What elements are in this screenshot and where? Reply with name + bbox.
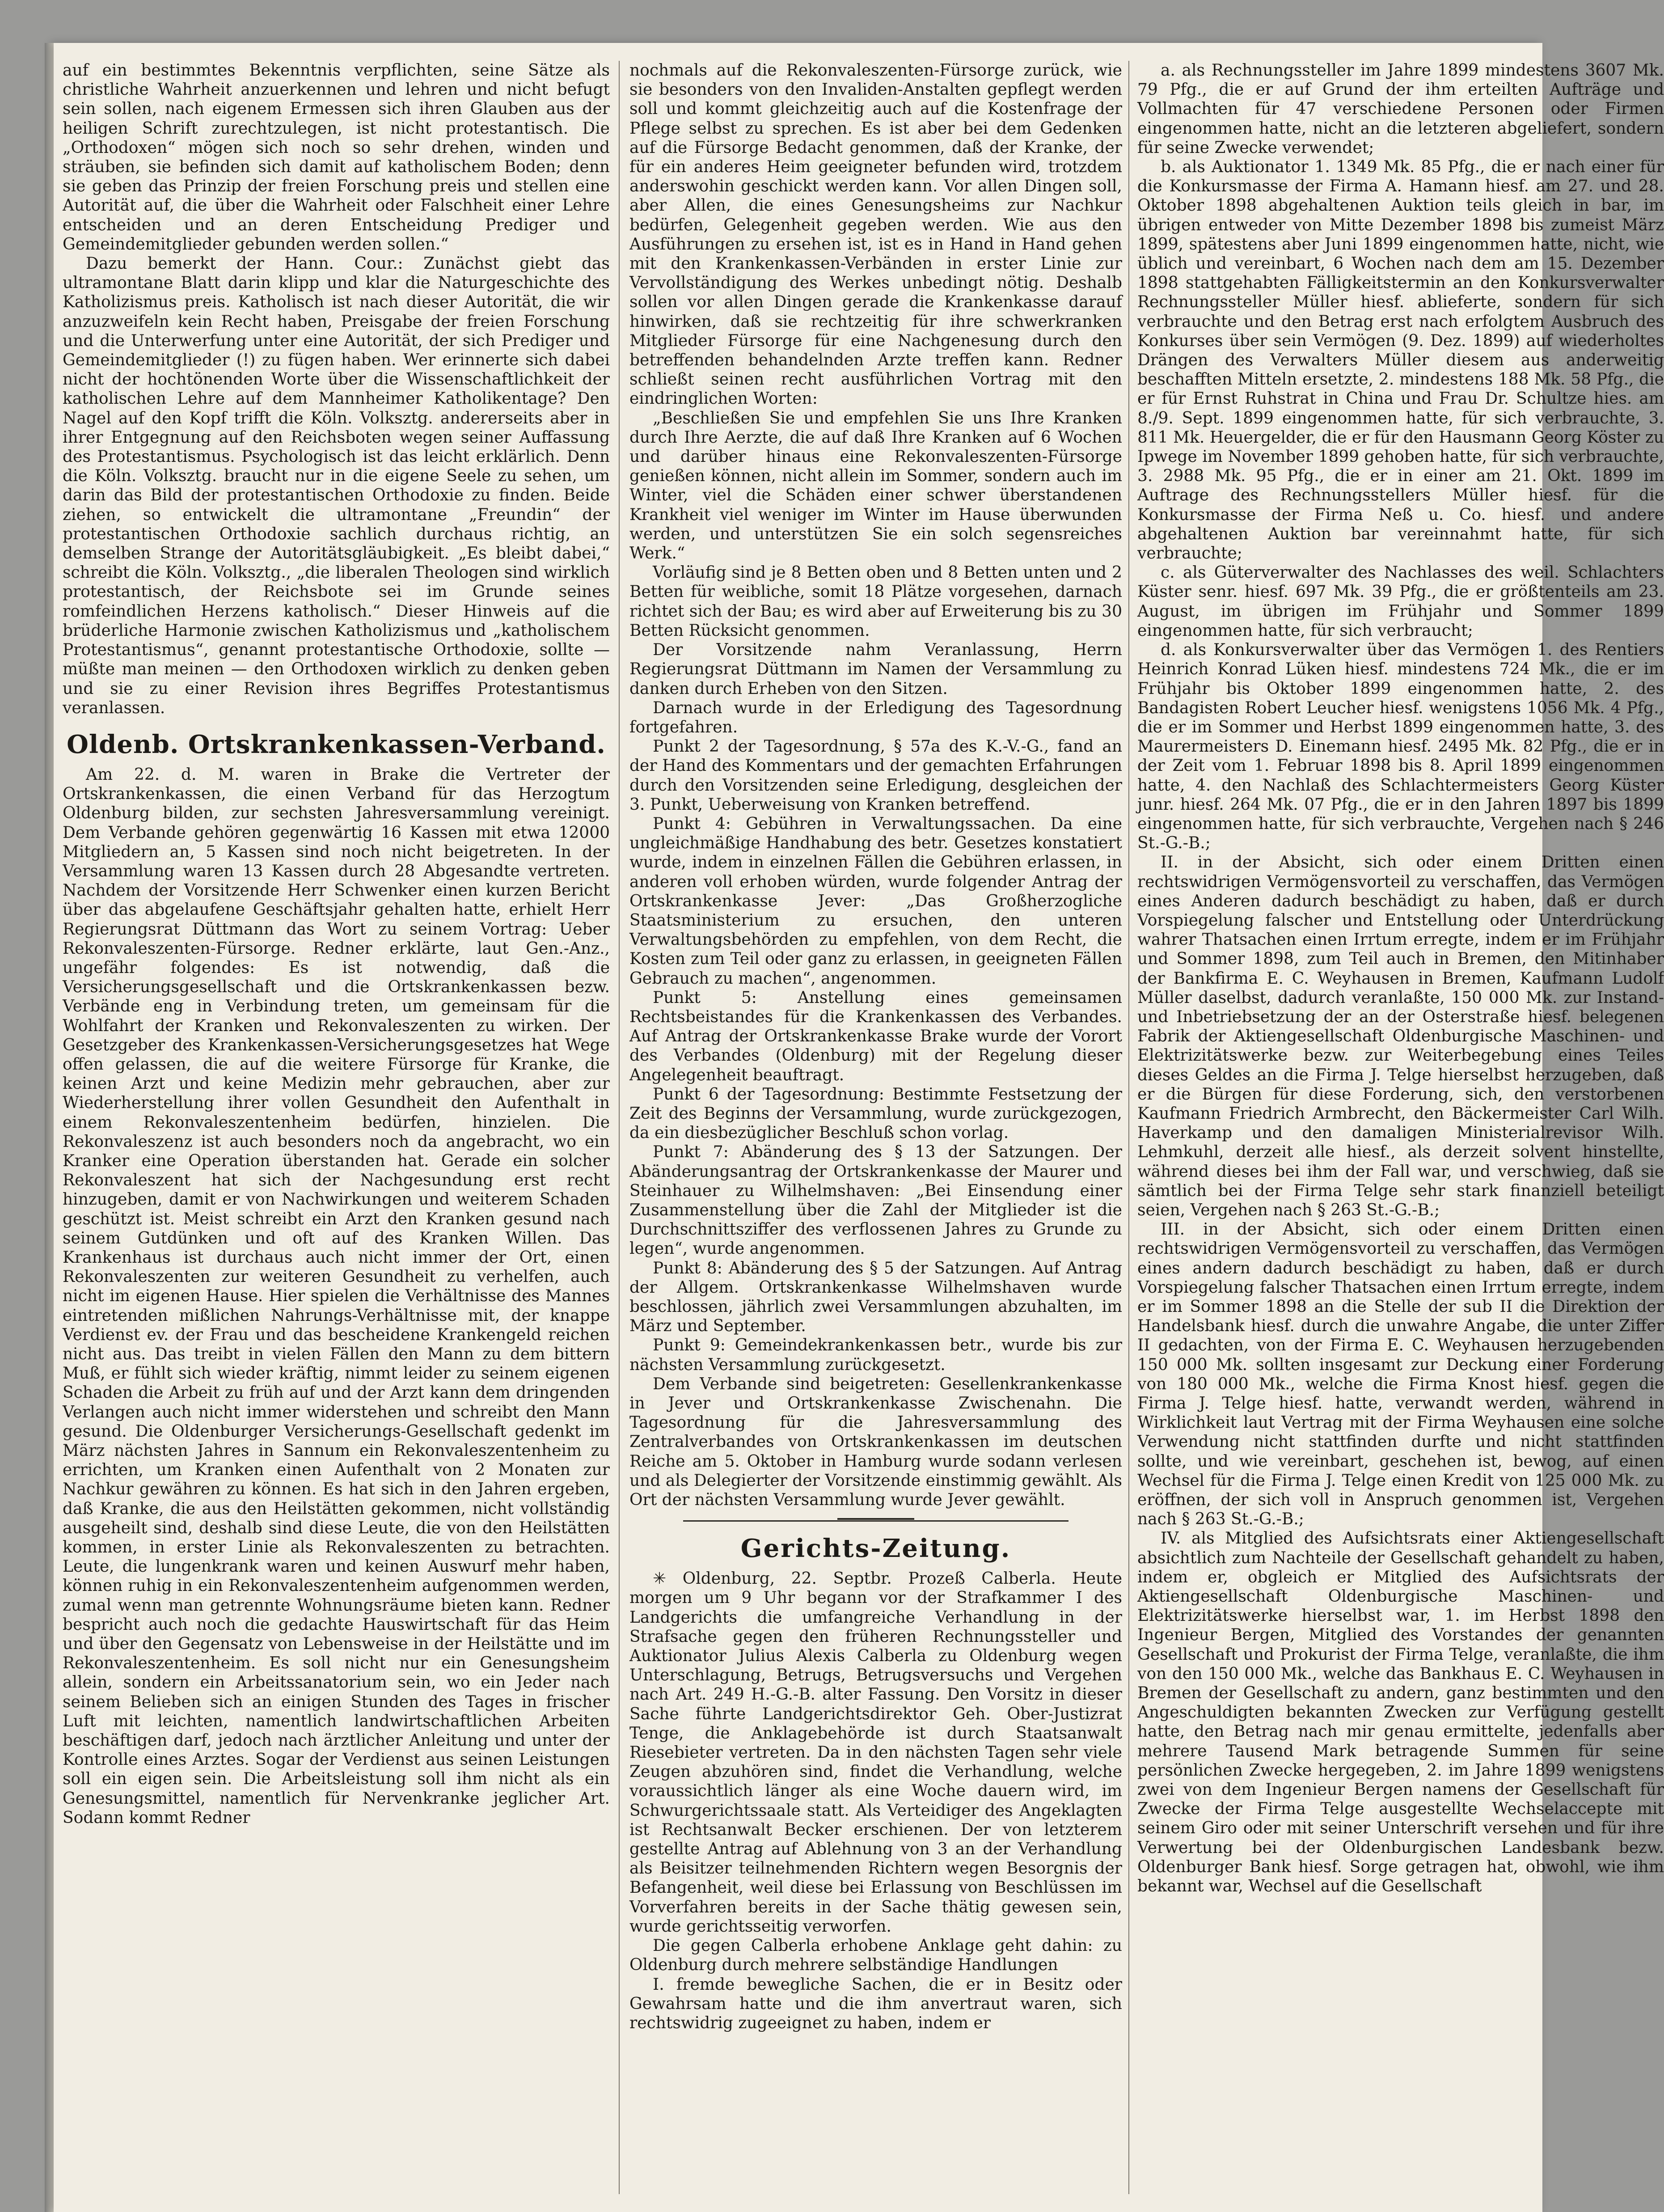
- paragraph: Punkt 6 der Tagesordnung: Bestimmte Festsetzung der Zeit des Beginns der Versammlung, wurde zurückgezogen, da ein diesbezüglicher Beschluß schon vorlag.: [629, 1085, 1122, 1142]
- paragraph: II. in der Absicht, sich oder einem Dritten einen rechtswidrigen Vermögensvorteil zu verschaffen, das Vermögen eines Anderen dadurch beschädigt zu haben, daß er durch Vorspiegelung falscher und Entstellung oder Unterdrückung wahrer Thatsachen einen Irrtum erregte, indem er im Frühjahr und Sommer 1898, zum Teil auch in Bremen, den Mitinhaber der Bankfirma E. C. Weyhausen in Bremen, Kaufmann Ludolf Müller daselbst, dadurch veranlaßte, 150 000 Mk. zur Instand- und Inbetriebsetzung der an der Osterstraße hiesf. belegenen Fabrik der Aktiengesellschaft Oldenburgische Maschinen- und Elektrizitätswerke bezw. zur Weiterbegebung eines Teiles dieses Geldes an die Firma J. Telge hierselbst herzugeben, daß er die Bürgen für diese Forderung, sich, den verstorbenen Kaufmann Friedrich Armbrecht, den Bäckermeister Carl Wilh. Haverkamp und den damaligen Ministerialrevisor Wilh. Lehmkuhl, derzeit alle hiesf., als derzeit solvent hinstellte, während dieses bei ihm der Fall war, und verschwieg, daß sie sämtlich bei der Firma Telge sehr stark finanziell beteiligt seien, Vergehen nach § 263 St.-G.-B.;: [1137, 853, 1664, 1219]
- paragraph: nochmals auf die Rekonvaleszenten-Fürsorge zurück, wie sie besonders von den Invaliden-Anstalten gepflegt werden soll und kommt gleichzeitig auch auf die Kostenfrage der Pflege selbst zu sprechen. Es ist aber bei dem Gedenken auf die Fürsorge Bedacht genommen, daß der Kranke, der für ein anderes Heim geeigneter befunden wird, trotzdem anderswohin geschickt werden kann. Vor allen Dingen soll, aber Allen, die eines Genesungsheims zur Nachkur bedürfen, Gelegenheit gegeben werden. Wie aus den Ausführungen zu ersehen ist, ist es in Hand in Hand gehen mit den Krankenkassen-Verbänden in erster Linie zur Vervollständigung des Werkes unbedingt nötig. Deshalb sollen vor allen Dingen gerade die Krankenkasse darauf hinwirken, daß sie rechtzeitig für ihre schwerkranken Mitglieder Fürsorge für eine Nachgenesung durch den betreffenden behandelnden Arzte treffen kann. Redner schließt seinen recht ausführlichen Vortrag mit den eindringlichen Worten:: [629, 61, 1122, 408]
- column-1: [63, 61, 610, 2196]
- paragraph: Punkt 8: Abänderung des § 5 der Satzungen. Auf Antrag der Allgem. Ortskrankenkasse Wilhelmshaven wurde beschlossen, jährlich zwei Versammlungen abzuhalten, im März und September.: [629, 1259, 1122, 1336]
- paragraph: c. als Güterverwalter des Nachlasses des weil. Schlachters Küster senr. hiesf. 697 Mk. 39 Pfg., die er größtenteils am 23. August, im übrigen im Frühjahr und Sommer 1899 eingenommen hatte, für sich verbraucht;: [1137, 563, 1664, 640]
- paragraph: b. als Auktionator 1. 1349 Mk. 85 Pfg., die er nach einer für die Konkursmasse der Firma A. Hamann hiesf. am 27. und 28. Oktober 1898 abgehaltenen Auktion teils gleich in bar, im übrigen entweder von Mitte Dezember 1898 bis zumeist März 1899, spätestens aber Juni 1899 eingenommen hatte, nicht, wie üblich und vereinbart, 6 Wochen nach dem am 15. Dezember 1898 stattgehabten Fälligkeitstermin an den Konkursverwalter Rechnungssteller Müller hiesf. ablieferte, sondern für sich verbrauchte und den Betrag erst nach erfolgtem Ausbruch des Konkurses über sein Vermögen (9. Dez. 1899) auf wiederholtes Drängen des Verwalters Müller diesem aus anderweitig beschafften Mitteln ersetzte, 2. mindestens 188 Mk. 58 Pfg., die er für Ernst Ruhstrat in China und Frau Dr. Schultze hies. am 8./9. Sept. 1899 eingenommen hatte, für sich verbrauchte, 3. 811 Mk. Heuergelder, die er für den Hausmann Georg Köster zu Ipwege im November 1899 gehoben hatte, für sich verbrauchte, 3. 2988 Mk. 95 Pfg., die er in einer am 21. Okt. 1899 im Auftrage des Rechnungsstellers Müller hiesf. für die Konkursmasse der Firma Neß u. Co. hiesf. und andere abgehaltenen Auktion bar vereinnahmt hatte, für sich verbrauchte;: [1137, 158, 1664, 563]
- column-3: [1137, 61, 1664, 2196]
- paragraph: ✳ Oldenburg, 22. Septbr. Prozeß Calberla. Heute morgen um 9 Uhr begann vor der Strafkammer I des Landgerichts die umfangreiche Verhandlung in der Strafsache gegen den früheren Rechnungssteller und Auktionator Julius Alexis Calberla zu Oldenburg wegen Unterschlagung, Betrugs, Betrugsversuchs und Vergehen nach Art. 249 H.-G.-B. alter Fassung. Den Vorsitz in dieser Sache führte Landgerichtsdirektor Geh. Ober-Justizrat Tenge, die Anklagebehörde ist durch Staatsanwalt Riesebieter vertreten. Da in den nächsten Tagen sehr viele Zeugen abzuhören sind, findet die Verhandlung, welche voraussichtlich länger als eine Woche dauern wird, im Schwurgerichtssaale statt. Als Verteidiger des Angeklagten ist Rechtsanwalt Becker erschienen. Der von letzterem gestellte Antrag auf Ablehnung von 3 an der Verhandlung als Beisitzer teilnehmenden Richtern wegen Besorgnis der Befangenheit, weil diese bei Erlassung von Beschlüssen im Vorverfahren bereits in der Sache thätig gewesen sein, wurde gerichtsseitig verworfen.: [629, 1569, 1122, 1936]
- section-heading: Gerichts-Zeitung.: [740, 1534, 1011, 1564]
- paragraph: III. in der Absicht, sich oder einem Dritten einen rechtswidrigen Vermögensvorteil zu verschaffen, das Vermögen eines andern dadurch beschädigt zu haben, daß er durch Vorspiegelung falscher Thatsachen einen Irrtum erregte, indem er im Sommer 1898 an die Stelle der sub II die Direktion der Handelsbank hiesf. durch die unwahre Angabe, die unter Ziffer II gedachten, von der Firma E. C. Weyhausen herzugebenden 150 000 Mk. sollten insgesamt zur Deckung einer Forderung von 180 000 Mk., welche die Firma Knost hiesf. gegen die Firma J. Telge hiesf. hatte, verwandt werden, während in Wirklichkeit laut Vertrag mit der Firma Weyhausen eine solche Verwendung nicht stattfinden durfte und nicht stattfinden sollte, und wie vereinbart, geschehen ist, bewog, auf einen Wechsel für die Firma J. Telge einen Kredit von 125 000 Mk. zu eröffnen, der sich voll in Anspruch genommen ist, Vergehen nach § 263 St.-G.-B.;: [1137, 1220, 1664, 1529]
- paragraph: Punkt 7: Abänderung des § 13 der Satzungen. Der Abänderungsantrag der Ortskrankenkasse der Maurer und Steinhauer zu Wilhelmshaven: „Bei Einsendung einer Zusammenstellung über die Zahl der Mitglieder ist die Durchschnittsziffer des verflossenen Jahres zu Grunde zu legen“, wurde angenommen.: [629, 1143, 1122, 1258]
- paragraph: Punkt 9: Gemeindekrankenkassen betr., wurde bis zur nächsten Versammlung zurückgesetzt.: [629, 1336, 1122, 1374]
- paragraph: IV. als Mitglied des Aufsichtsrats einer Aktiengesellschaft absichtlich zum Nachteile der Gesellschaft gehandelt zu haben, indem er, obgleich er Mitglied des Aufsichtsrats der Aktiengesellschaft Oldenburgische Maschinen- und Elektrizitätswerke hierselbst war, 1. im Herbst 1898 den Ingenieur Bergen, Mitglied des Vorstandes der genannten Gesellschaft und Prokurist der Firma Telge, veranlaßte, die ihm von den 150 000 Mk., welche das Bankhaus E. C. Weyhausen in Bremen der Gesellschaft zu andern, ganz bestimmten und den Angeschuldigten bekannten Zwecken zur Verfügung gestellt hatte, den Betrag nach mir genau ermittelte, jedenfalls aber mehrere Tausend Mark betragende Summen für seine persönlichen Zwecke hergegeben, 2. im Jahre 1899 wenigstens zwei von dem Ingenieur Bergen namens der Gesellschaft für Zwecke der Firma Telge ausgestellte Wechselaccepte mit seinem Giro oder mit seiner Unterschrift versehen und für ihre Verwertung bei der Oldenburgischen Landesbank bezw. Oldenburger Bank hiesf. Sorge getragen hat, obwohl, wie ihm bekannt war, Wechsel auf die Gesellschaft: [1137, 1529, 1664, 1896]
- page-edge: [45, 43, 55, 2212]
- paragraph: Dem Verbande sind beigetreten: Gesellenkrankenkasse in Jever und Ortskrankenkasse Zwischenahn. Die Tagesordnung für die Jahresversammlung des Zentralverbandes von Ortskrankenkassen im deutschen Reiche am 5. Oktober in Hamburg wurde sodann verlesen und als Delegierter der Vorsitzende einstimmig gewählt. Als Ort der nächsten Versammlung wurde Jever gewählt.: [629, 1375, 1122, 1510]
- paragraph: I. fremde bewegliche Sachen, die er in Besitz oder Gewahrsam hatte und die ihm anvertraut waren, sich rechtswidrig zugeeignet zu haben, indem er: [629, 1975, 1122, 2032]
- paragraph: auf ein bestimmtes Bekenntnis verpflichten, seine Sätze als christliche Wahrheit anzuerkennen und lehren und nicht befugt sein sollen, nach eigenem Ermessen sich ihren Glauben aus der heiligen Schrift zurechtzulegen, ist nicht protestantisch. Die „Orthodoxen“ mögen sich noch so sehr drehen, winden und sträuben, sie befinden sich damit auf katholischem Boden; denn sie geben das Prinzip der freien Forschung preis und stellen eine Autorität auf, die über die Wahrheit oder Falschheit einer Lehre entscheiden und an deren Entscheidung Prediger und Gemeindemitglieder gebunden werden sollen.“: [63, 61, 610, 254]
- newspaper-page: [54, 43, 1664, 2212]
- paragraph: Punkt 5: Anstellung eines gemeinsamen Rechtsbeistandes für die Krankenkassen des Verbandes. Auf Antrag der Ortskrankenkasse Brake wurde der Vorort des Verbandes (Oldenburg) mit der Regelung dieser Angelegenheit beauftragt.: [629, 988, 1122, 1084]
- paragraph: Der Vorsitzende nahm Veranlassung, Herrn Regierungsrat Düttmann im Namen der Versammlung zu danken durch Erheben von den Sitzen.: [629, 641, 1122, 698]
- paragraph: d. als Konkursverwalter über das Vermögen 1. des Rentiers Heinrich Konrad Lüken hiesf. mindestens 724 Mk., die er im Frühjahr bis Oktober 1899 eingenommen hatte, 2. des Bandagisten Robert Leucher hiesf. wenigstens 1056 Mk. 4 Pfg., die er im Sommer und Herbst 1899 eingenommen hatte, 3. des Maurermeisters D. Einemann hiesf. 2495 Mk. 82 Pfg., die er in der Zeit vom 1. Februar 1898 bis 8. April 1899 eingenommen hatte, 4. den Nachlaß des Schlachtermeisters Georg Küster junr. hiesf. 264 Mk. 07 Pfg., die er in den Jahren 1897 bis 1899 eingenommen hatte, für sich verbrauchte, Vergehen nach § 246 St.-G.-B.;: [1137, 641, 1664, 853]
- paragraph: Am 22. d. M. waren in Brake die Vertreter der Ortskrankenkassen, die einen Verband für das Herzogtum Oldenburg bilden, zur sechsten Jahresversammlung vereinigt. Dem Verbande gehören gegenwärtig 16 Kassen mit etwa 12000 Mitgliedern an, 5 Kassen sind noch nicht beigetreten. In der Versammlung waren 13 Kassen durch 28 Abgesandte vertreten. Nachdem der Vorsitzende Herr Schwenker einen kurzen Bericht über das abgelaufene Geschäftsjahr gehalten hatte, erhielt Herr Regierungsrat Düttmann das Wort zu seinem Vortrag: Ueber Rekonvaleszenten-Fürsorge. Redner erklärte, laut Gen.-Anz., ungefähr folgendes: Es ist notwendig, daß die Versicherungsgesellschaft und die Ortskrankenkassen bezw. Verbände eng in Verbindung treten, um gemeinsam für die Wohlfahrt der Kranken und Rekonvaleszenten zu wirken. Der Gesetzgeber des Krankenkassen-Versicherungsgesetzes hat Wege offen gelassen, die auf die weitere Fürsorge für Kranke, die keinen Arzt und keine Medizin mehr gebrauchen, aber zur Wiederherstellung ihrer vollen Gesundheit den Aufenthalt in einem Rekonvaleszentenheim bedürfen, hinzielen. Die Rekonvaleszenz ist auch besonders noch da angebracht, wo ein Kranker eine Operation überstanden hat. Gerade ein solcher Rekonvaleszent hat sich der Nachgesundung erst recht hinzugeben, damit er von Nachwirkungen und weiterem Schaden geschützt ist. Meist schreibt ein Arzt den Kranken gesund nach seinem Gutdünken und oft auf des Kranken Willen. Das Krankenhaus ist durchaus auch nicht immer der Ort, einen Rekonvaleszenten zur weiteren Gesundheit zu verhelfen, auch nicht im eigenen Hause. Hier spielen die Verhältnisse des Mannes eintretenden mißlichen Nahrungs-Verhältnisse mit, der knappe Verdienst ev. der Frau und das bescheidene Krankengeld reichen nicht aus. Das treibt in vielen Fällen den Mann zu dem bittern Muß, er fühlt sich wieder kräftig, nimmt leider zu seinem eigenen Schaden die Arbeit zu früh auf und der Arzt kann dem dringenden Verlangen auch nicht immer widerstehen und schreibt den Mann gesund. Die Oldenburger Versicherungs-Gesellschaft gedenkt im März nächsten Jahres in Sannum ein Rekonvaleszentenheim zu errichten, um Kranken einen Aufenthalt von 2 Monaten zur Nachkur gewähren zu können. Es hat sich in den Jahren ergeben, daß Kranke, die aus den Heilstätten gekommen, nicht vollständig ausgeheilt sind, deshalb sind diese Leute, die von den Heilstätten kommen, in erster Linie als Rekonvaleszenten zu betrachten. Leute, die lungenkrank waren und keinen Auswurf mehr haben, können ruhig in ein Rekonvaleszentenheim aufgenommen werden, zumal wenn man getrennte Wohnungsräume bieten kann. Redner bespricht auch noch die gedachte Hauswirtschaft für das Heim und über den Gegensatz von Lebensweise in der Heilstätte und im Rekonvaleszentenheim. Es soll nicht nur ein Genesungsheim allein, sondern ein Arbeitssanatorium sein, wo ein Jeder nach seinem Belieben sich an einigen Stunden des Tages in frischer Luft mit leichten, namentlich landwirtschaftlichen Arbeiten beschäftigen darf, jedoch nach ärztlicher Anleitung und unter der Kontrolle eines Arztes. Sogar der Verdienst aus seinen Leistungen soll ein eigen sein. Die Arbeitsleistung soll ihm nicht als ein Genesungsmittel, namentlich für Nervenkranke jeglicher Art. Sodann kommt Redner: [63, 765, 610, 1827]
- column-rule: [619, 61, 620, 2194]
- paragraph: „Beschließen Sie und empfehlen Sie uns Ihre Kranken durch Ihre Aerzte, die auf daß Ihre Kranken auf 6 Wochen und darüber hinaus eine Rekonvaleszenten-Fürsorge genießen können, nicht allein im Sommer, sondern auch im Winter, viel die Schäden einer schwer überstandenen Krankheit viel weniger im Winter im Hause überwunden werden, und unterstützen Sie ein solch segensreiches Werk.“: [629, 409, 1122, 563]
- paragraph: Punkt 4: Gebühren in Verwaltungssachen. Da eine ungleichmäßige Handhabung des betr. Gesetzes konstatiert wurde, indem in einzelnen Fällen die Gebühren erlassen, in anderen voll erhoben würden, wurde folgender Antrag der Ortskrankenkasse Jever: „Das Großherzogliche Staatsministerium zu ersuchen, den unteren Verwaltungsbehörden zu empfehlen, von dem Recht, die Kosten zum Teil oder ganz zu erlassen, in geeigneten Fällen Gebrauch zu machen“, angenommen.: [629, 814, 1122, 988]
- paragraph: a. als Rechnungssteller im Jahre 1899 mindestens 3607 Mk. 79 Pfg., die er auf Grund der ihm erteilten Aufträge und Vollmachten für 47 verschiedene Personen oder Firmen eingenommen hatte, nicht an die letzteren abgeliefert, sondern für seine Zwecke verwendet;: [1137, 61, 1664, 157]
- paragraph: Dazu bemerkt der Hann. Cour.: Zunächst giebt das ultramontane Blatt darin klipp und klar die Naturgeschichte des Katholizismus preis. Katholisch ist nach dieser Autorität, die wir anzuzweifeln kein Recht haben, Preisgabe der freien Forschung und die Unterwerfung unter eine Autorität, der sich Prediger und Gemeindemitglieder (!) zu fügen haben. Wer erinnerte sich dabei nicht der hochtönenden Worte über die Wissenschaftlichkeit der katholischen Lehre auf dem Mannheimer Katholikentage? Den Nagel auf den Kopf trifft die Köln. Volksztg. andererseits aber in ihrer Entgegnung auf den Reichsboten wegen seiner Auffassung des Protestantismus. Psychologisch ist das leicht erklärlich. Denn die Köln. Volksztg. braucht nur in die eigene Seele zu sehen, um darin das Bild der protestantischen Orthodoxie zu finden. Beide ziehen, so entwickelt die ultramontane „Freundin“ der protestantischen Orthodoxie sachlich durchaus richtig, an demselben Strange der Autoritätsgläubigkeit. „Es bleibt dabei,“ schreibt die Köln. Volksztg., „die liberalen Theologen sind wirklich protestantisch, der Reichsbote sei im Grunde seines romfeindlichen Herzens katholisch.“ Dieser Hinweis auf die brüderliche Harmonie zwischen Katholizismus und „katholischem Protestantismus“, genannt protestantische Orthodoxie, sollte — müßte man meinen — den Orthodoxen wirklich zu denken geben und sie zu einer Revision ihres Begriffes Protestantismus veranlassen.: [63, 254, 610, 717]
- column-rule: [1128, 61, 1129, 2194]
- column-2: [629, 61, 1122, 2196]
- section-heading: Oldenb. Ortskrankenkassen-Verband.: [67, 729, 606, 759]
- decorative-rule: [683, 1520, 1069, 1522]
- paragraph: Die gegen Calberla erhobene Anklage geht dahin: zu Oldenburg durch mehrere selbständige Handlungen: [629, 1937, 1122, 1975]
- paragraph: Punkt 2 der Tagesordnung, § 57a des K.-V.-G., fand an der Hand des Kommentars und der gemachten Erfahrungen durch den Vorsitzenden seine Erledigung, desgleichen der 3. Punkt, Ueberweisung von Kranken betreffend.: [629, 737, 1122, 814]
- paragraph: Darnach wurde in der Erledigung des Tagesordnung fortgefahren.: [629, 698, 1122, 736]
- paragraph: Vorläufig sind je 8 Betten oben und 8 Betten unten und 2 Betten für weibliche, somit 18 Plätze vorgesehen, darnach richtet sich der Bau; es wird aber auf Erweiterung bis zu 30 Betten Rücksicht genommen.: [629, 563, 1122, 640]
